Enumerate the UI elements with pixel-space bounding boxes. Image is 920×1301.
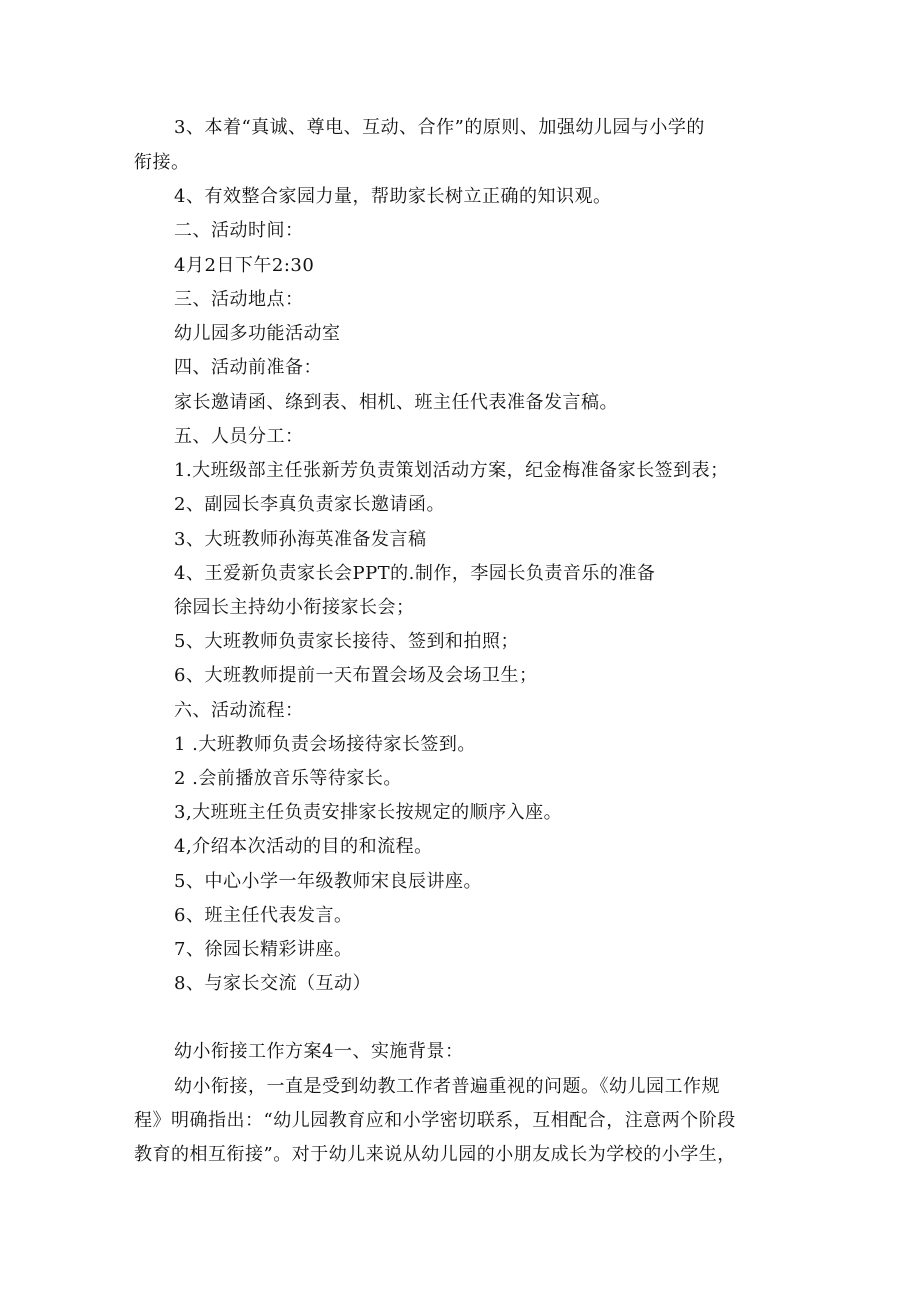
- text-line: 5、中心小学一年级教师宋良辰讲座。: [174, 871, 482, 892]
- text-line: 7、徐园长精彩讲座。: [174, 939, 353, 960]
- text-line: 2、副园长李真负责家长邀请函。: [174, 494, 445, 515]
- text-line: 3、大班教师孙海英准备发言稿: [174, 529, 427, 550]
- section-heading: 三、活动地点：: [174, 289, 304, 310]
- text-line: 6、大班教师提前一天布置会场及会场卫生；: [174, 665, 538, 686]
- text-line: 家长邀请函、绦到表、相机、班主任代表准备发言稿。: [174, 392, 618, 413]
- text-line: 4、有效整合家园力量，帮助家长树立正确的知识观。: [174, 186, 612, 207]
- text-line: 1.大班级部主任张新芳负责策划活动方案，纪金梅准备家长签到表；: [174, 460, 729, 481]
- text-line: 4,介绍本次活动的目的和流程。: [174, 836, 433, 857]
- text-line: 4月2日下午2:30: [174, 255, 315, 276]
- section-heading: 幼小衔接工作方案4一、实施背景：: [174, 1041, 464, 1062]
- text-line: 幼小衔接，一直是受到幼教工作者普遍重视的问题。《幼儿园工作规: [174, 1076, 720, 1097]
- text-line: 幼儿园多功能活动室: [174, 323, 341, 344]
- text-line: 8、与家长交流（互动）: [174, 973, 371, 994]
- text-line: 1 .大班教师负责会场接待家长签到。: [174, 734, 476, 755]
- text-line: 教育的相互衔接”。对于幼儿来说从幼儿园的小朋友成长为学校的小学生，: [134, 1144, 736, 1165]
- section-heading: 六、活动流程：: [174, 700, 304, 721]
- text-line: 3,大班班主任负责安排家长按规定的顺序入座。: [174, 802, 563, 823]
- text-line: 3、本着“真诚、尊电、互动、合作”的原则、加强幼儿园与小学的: [174, 117, 705, 138]
- text-line: 6、班主任代表发言。: [174, 905, 353, 926]
- text-line: 4、王爱新负责家长会PPT的.制作，李园长负责音乐的准备: [174, 563, 656, 584]
- text-line: 2 .会前播放音乐等待家长。: [174, 768, 402, 789]
- section-heading: 五、人员分工：: [174, 426, 304, 447]
- text-line: 5、大班教师负责家长接待、签到和拍照；: [174, 631, 519, 652]
- section-heading: 四、活动前准备：: [174, 357, 322, 378]
- text-line: 程》明确指出：“幼儿园教育应和小学密切联系，互相配合，注意两个阶段: [134, 1110, 736, 1131]
- text-line: 衔接。: [134, 152, 190, 173]
- text-line: 徐园长主持幼小衔接家长会；: [174, 597, 415, 618]
- section-heading: 二、活动时间：: [174, 220, 304, 241]
